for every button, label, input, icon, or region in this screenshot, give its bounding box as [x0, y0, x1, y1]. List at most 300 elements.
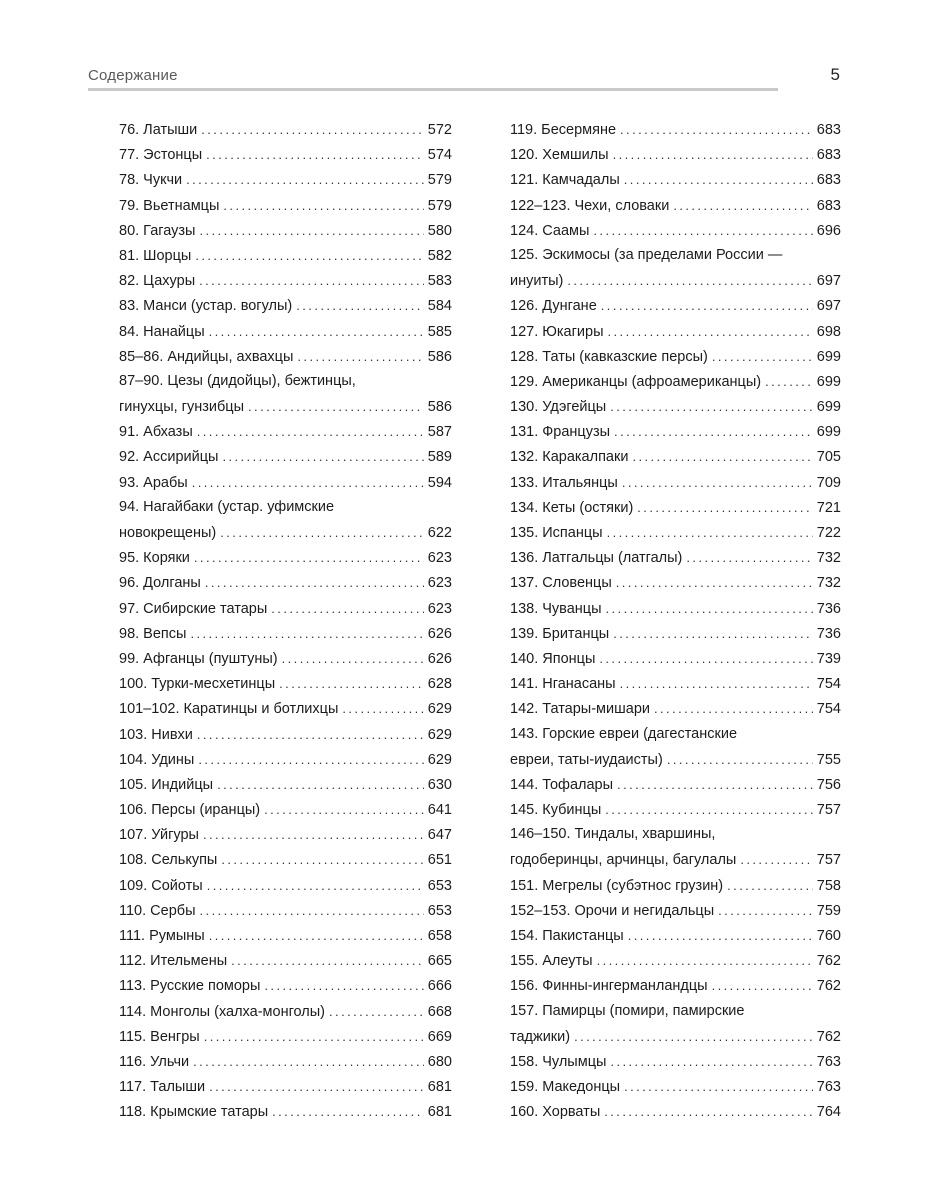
- dot-leader: [567, 268, 812, 293]
- toc-entry-title: 93. Арабы: [119, 474, 188, 491]
- toc-entry-line: [119, 243, 452, 268]
- toc-entry-line: [510, 369, 841, 394]
- toc-entry-title: 76. Латыши: [119, 122, 198, 138]
- dot-leader: [192, 470, 424, 495]
- toc-entry-title: 126. Дунгане: [510, 298, 597, 315]
- toc-entry: [510, 898, 841, 923]
- dot-leader: [718, 898, 813, 923]
- toc-entry: [119, 570, 452, 595]
- toc-entry-line: [119, 1074, 452, 1099]
- toc-entry: [119, 444, 452, 469]
- toc-entry-title: 87–90. Цезы (дидойцы), бежтинцы,: [119, 372, 356, 389]
- toc-entry-page: 680: [427, 1053, 452, 1070]
- toc-entry-page: 762: [816, 953, 841, 970]
- toc-entry-line: [510, 923, 841, 948]
- toc-entry-page: 736: [816, 625, 841, 642]
- dot-leader: [624, 167, 813, 192]
- toc-entry-page: 629: [427, 751, 452, 768]
- dot-leader: [209, 1074, 424, 1099]
- toc-entry-line: [119, 923, 452, 948]
- toc-entry-page: 629: [427, 726, 452, 743]
- toc-entry-line: [510, 495, 841, 520]
- toc-entry: [510, 1074, 841, 1099]
- toc-entry-page: 665: [427, 953, 452, 970]
- toc-entry-page: 579: [427, 172, 452, 189]
- toc-entry-title: 124. Саамы: [510, 222, 590, 239]
- toc-entry-page: 764: [816, 1104, 841, 1121]
- toc-entry: [510, 696, 841, 721]
- toc-entry-page: 762: [816, 1028, 841, 1045]
- toc-entry-page: 754: [816, 676, 841, 693]
- toc-entry-line: [119, 117, 452, 142]
- toc-entry: [510, 142, 841, 167]
- toc-entry-title: 140. Японцы: [510, 650, 596, 667]
- toc-entry: [510, 797, 841, 822]
- toc-entry: [510, 873, 841, 898]
- toc-entry: [510, 218, 841, 243]
- toc-entry: [510, 470, 841, 495]
- toc-entry: [119, 973, 452, 998]
- toc-entry: [119, 1099, 452, 1124]
- toc-entry-line: [510, 873, 841, 898]
- toc-entry: [119, 167, 452, 192]
- toc-entry-line: [510, 268, 841, 293]
- toc-entry: [119, 369, 452, 419]
- dot-leader: [608, 319, 813, 344]
- dot-leader: [279, 671, 424, 696]
- toc-column-left: [119, 117, 452, 1125]
- toc-entry-line: [510, 319, 841, 344]
- toc-entry-page: 762: [816, 978, 841, 995]
- toc-entry: [119, 193, 452, 218]
- toc-entry-line: [510, 117, 841, 142]
- toc-entry: [510, 948, 841, 973]
- dot-leader: [282, 646, 424, 671]
- toc-entry: [119, 797, 452, 822]
- toc-entry-title: 105. Индийцы: [119, 776, 214, 793]
- dot-leader: [667, 747, 813, 772]
- toc-entry-line: [119, 671, 452, 696]
- toc-entry: [510, 419, 841, 444]
- toc-entry-page: 626: [427, 625, 452, 642]
- toc-entry-line: [119, 193, 452, 218]
- toc-entry-page: 572: [427, 122, 452, 138]
- toc-entry-line: [119, 1049, 452, 1074]
- toc-entry-title: 80. Гагаузы: [119, 222, 196, 239]
- toc-entry-title: 143. Горские евреи (дагестанские: [510, 725, 738, 742]
- dot-leader: [221, 847, 423, 872]
- toc-entry: [119, 545, 452, 570]
- toc-entry-title: 111. Румыны: [119, 928, 205, 944]
- toc-entry-line: [510, 570, 841, 595]
- toc-entry: [119, 268, 452, 293]
- toc-entry: [119, 621, 452, 646]
- toc-entry-line: [510, 142, 841, 167]
- toc-entry-line: [510, 772, 841, 797]
- toc-entry-title: 137. Словенцы: [510, 575, 612, 592]
- dot-leader: [616, 570, 813, 595]
- toc-entry: [119, 419, 452, 444]
- dot-leader: [614, 419, 813, 444]
- toc-entry-line: [510, 167, 841, 192]
- toc-entry-title: 157. Памирцы (помири, памирские: [510, 1002, 745, 1019]
- toc-entry: [510, 444, 841, 469]
- dot-leader: [217, 772, 424, 797]
- toc-entry-line: [119, 822, 452, 847]
- toc-entry-title: 128. Таты (кавказские персы): [510, 348, 708, 365]
- toc-entry-page: 699: [816, 348, 841, 365]
- toc-entry-line: [510, 1099, 841, 1124]
- toc-entry-title: 141. Нганасаны: [510, 676, 616, 693]
- toc-entry: [510, 621, 841, 646]
- toc-entry-line: [119, 344, 452, 369]
- toc-entry-page: 697: [816, 298, 841, 315]
- toc-entry: [510, 545, 841, 570]
- dot-leader: [605, 797, 813, 822]
- toc-entry-title: 106. Персы (иранцы): [119, 802, 261, 819]
- page-header: [88, 62, 840, 92]
- toc-entry-title: 142. Татары-мишари: [510, 701, 650, 718]
- dot-leader: [231, 948, 424, 973]
- toc-entry: [510, 596, 841, 621]
- dot-leader: [620, 117, 813, 142]
- toc-entry-page: 697: [816, 273, 841, 290]
- toc-entry: [510, 772, 841, 797]
- toc-entry-line: [119, 369, 452, 394]
- dot-leader: [329, 999, 424, 1024]
- toc-entry: [510, 243, 841, 293]
- toc-entry-line: [119, 444, 452, 469]
- toc-entry: [119, 923, 452, 948]
- toc-entry-page: 698: [816, 323, 841, 340]
- dot-leader: [297, 344, 423, 369]
- toc-entry-page: 736: [816, 600, 841, 617]
- toc-entry: [119, 117, 452, 142]
- toc-entry-title: 154. Пакистанцы: [510, 928, 624, 944]
- dot-leader: [199, 268, 424, 293]
- toc-entry-page: 622: [427, 525, 452, 541]
- toc-entry-line: [119, 570, 452, 595]
- toc-entry: [510, 369, 841, 394]
- toc-entry-page: 653: [427, 877, 452, 894]
- toc-entry-page: 763: [816, 1079, 841, 1096]
- toc-entry-page: 732: [816, 575, 841, 592]
- dot-leader: [197, 419, 424, 444]
- header-rule: [88, 88, 778, 91]
- toc-entry: [119, 722, 452, 747]
- toc-entry-line: [119, 167, 452, 192]
- toc-entry-page: 757: [816, 852, 841, 869]
- toc-entry-line: [119, 218, 452, 243]
- toc-entry-title: 103. Нивхи: [119, 726, 193, 743]
- toc-entry-title: 151. Мегрелы (субэтнос грузин): [510, 877, 724, 894]
- toc-entry-line: [119, 419, 452, 444]
- toc-entry: [510, 999, 841, 1049]
- toc-entry-page: 580: [427, 222, 452, 239]
- toc-entry-line: [119, 696, 452, 721]
- toc-entry-title: 130. Удэгейцы: [510, 399, 607, 416]
- toc-entry: [119, 646, 452, 671]
- toc-entry-title: 132. Каракалпаки: [510, 449, 629, 466]
- dot-leader: [220, 520, 424, 545]
- toc-entry-page: 755: [816, 751, 841, 768]
- toc-entry-line: [510, 621, 841, 646]
- dot-leader: [654, 696, 813, 721]
- toc-entry-line: [510, 1074, 841, 1099]
- dot-leader: [613, 142, 813, 167]
- toc-entry-title: гинухцы, гунзибцы: [119, 399, 245, 416]
- toc-entry: [510, 973, 841, 998]
- toc-entry-title: 121. Камчадалы: [510, 172, 620, 189]
- toc-entry-title: 77. Эстонцы: [119, 147, 203, 164]
- toc-entry-title: 135. Испанцы: [510, 525, 603, 541]
- toc-entry-page: 760: [816, 928, 841, 944]
- toc-entry-title: 98. Вепсы: [119, 625, 187, 642]
- toc-entry: [119, 470, 452, 495]
- toc-entry-title: таджики): [510, 1028, 571, 1045]
- toc-entry-page: 705: [816, 449, 841, 466]
- toc-entry-line: [510, 596, 841, 621]
- toc-entry-title: 112. Ительмены: [119, 953, 228, 970]
- toc-entry: [510, 646, 841, 671]
- toc-entry-title: 84. Нанайцы: [119, 323, 205, 340]
- toc-entry-page: 754: [816, 701, 841, 718]
- toc-entry-page: 699: [816, 373, 841, 390]
- toc-entry-title: 83. Манси (устар. вогулы): [119, 298, 293, 315]
- toc-entry-title: 110. Сербы: [119, 902, 196, 919]
- toc-entry-title: 127. Юкагиры: [510, 323, 604, 340]
- toc-entry: [119, 948, 452, 973]
- toc-entry-page: 582: [427, 247, 452, 264]
- toc-entry-line: [510, 822, 841, 847]
- dot-leader: [599, 646, 812, 671]
- toc-entry-line: [510, 470, 841, 495]
- dot-leader: [207, 873, 424, 898]
- dot-leader: [593, 218, 812, 243]
- toc-entry: [510, 520, 841, 545]
- toc-entry-page: 586: [427, 348, 452, 365]
- toc-entry: [119, 847, 452, 872]
- toc-entry-page: 756: [816, 776, 841, 793]
- dot-leader: [632, 444, 812, 469]
- toc-entry-page: 683: [816, 147, 841, 164]
- dot-leader: [209, 319, 424, 344]
- toc-entry-line: [510, 193, 841, 218]
- toc-entry-title: 100. Турки-месхетинцы: [119, 676, 276, 693]
- toc-entry-title: 107. Уйгуры: [119, 827, 199, 844]
- dot-leader: [198, 747, 423, 772]
- dot-leader: [272, 1099, 424, 1124]
- dot-leader: [264, 973, 423, 998]
- dot-leader: [271, 596, 424, 621]
- toc-entry-title: 118. Крымские татары: [119, 1104, 269, 1121]
- toc-entry-title: 136. Латгальцы (латгалы): [510, 550, 683, 567]
- dot-leader: [601, 293, 813, 318]
- toc-entry-title: 104. Удины: [119, 751, 195, 768]
- toc-entry-line: [119, 293, 452, 318]
- toc-entry: [119, 142, 452, 167]
- dot-leader: [200, 898, 424, 923]
- dot-leader: [190, 621, 423, 646]
- toc-column-right: [510, 117, 841, 1125]
- toc-entry: [119, 873, 452, 898]
- toc-entry: [510, 822, 841, 872]
- dot-leader: [197, 722, 424, 747]
- toc-entry-page: 647: [427, 827, 452, 844]
- dot-leader: [607, 520, 813, 545]
- toc-entry-title: 78. Чукчи: [119, 172, 183, 189]
- toc-entry-line: [510, 747, 841, 772]
- toc-entry-line: [119, 999, 452, 1024]
- toc-entry: [510, 722, 841, 772]
- toc-entry-page: 732: [816, 550, 841, 567]
- dot-leader: [727, 873, 813, 898]
- toc-entry-page: 583: [427, 273, 452, 290]
- toc-entry-line: [119, 596, 452, 621]
- toc-entry: [119, 344, 452, 369]
- toc-entry: [119, 319, 452, 344]
- toc-entry: [510, 193, 841, 218]
- toc-entry-page: 629: [427, 701, 452, 718]
- toc-entry-line: [119, 873, 452, 898]
- toc-entry-page: 585: [427, 323, 452, 340]
- toc-entry: [510, 167, 841, 192]
- toc-entry-title: 114. Монголы (халха-монголы): [119, 1003, 326, 1020]
- dot-leader: [606, 596, 813, 621]
- toc-entry-title: 129. Американцы (афроамериканцы): [510, 373, 762, 390]
- toc-entry-title: 96. Долганы: [119, 575, 201, 592]
- toc-entry-page: 626: [427, 650, 452, 667]
- toc-entry-page: 721: [816, 499, 841, 516]
- dot-leader: [296, 293, 424, 318]
- page-number: 5: [830, 65, 840, 84]
- dot-leader: [624, 1074, 813, 1099]
- toc-entry-line: [510, 1049, 841, 1074]
- toc-entry-page: 628: [427, 676, 452, 693]
- toc-entry-page: 623: [427, 575, 452, 592]
- toc-entry-title: 145. Кубинцы: [510, 802, 602, 819]
- toc-entry-page: 594: [427, 474, 452, 491]
- toc-entry-line: [510, 344, 841, 369]
- dot-leader: [617, 772, 813, 797]
- toc-entry-line: [119, 847, 452, 872]
- toc-entry-page: 668: [427, 1003, 452, 1020]
- toc-entry-page: 699: [816, 399, 841, 416]
- toc-entry-line: [119, 797, 452, 822]
- toc-entry: [119, 671, 452, 696]
- toc-entry: [510, 117, 841, 142]
- toc-entry: [510, 394, 841, 419]
- dot-leader: [223, 193, 423, 218]
- toc-entry-page: 623: [427, 600, 452, 617]
- toc-entry-title: 91. Абхазы: [119, 424, 193, 441]
- toc-entry-line: [510, 293, 841, 318]
- toc-entry-title: 113. Русские поморы: [119, 978, 261, 995]
- toc-entry-title: 95. Коряки: [119, 550, 190, 567]
- dot-leader: [342, 696, 423, 721]
- toc-entry-page: 739: [816, 650, 841, 667]
- toc-entry-line: [510, 545, 841, 570]
- toc-entry: [510, 671, 841, 696]
- toc-entry-page: 669: [427, 1028, 452, 1045]
- toc-entry-line: [510, 671, 841, 696]
- toc-entry-title: 116. Ульчи: [119, 1053, 190, 1070]
- toc-entry-title: 115. Венгры: [119, 1028, 200, 1045]
- toc-entry-line: [119, 722, 452, 747]
- toc-entry-page: 623: [427, 550, 452, 567]
- dot-leader: [194, 545, 424, 570]
- toc-entry-line: [510, 520, 841, 545]
- toc-entry-title: 99. Афганцы (пуштуны): [119, 650, 278, 667]
- dot-leader: [209, 923, 424, 948]
- toc-entry-line: [510, 722, 841, 747]
- toc-entry-page: 683: [816, 172, 841, 189]
- toc-entry-line: [119, 520, 452, 545]
- toc-entry: [119, 696, 452, 721]
- toc-entry: [510, 495, 841, 520]
- toc-entry-title: 119. Бесермяне: [510, 122, 617, 138]
- dot-leader: [673, 193, 812, 218]
- toc-entry-line: [119, 646, 452, 671]
- toc-entry-page: 651: [427, 852, 452, 869]
- toc-entry-page: 584: [427, 298, 452, 315]
- dot-leader: [597, 948, 813, 973]
- toc-entry-line: [510, 999, 841, 1024]
- toc-entry: [119, 1049, 452, 1074]
- toc-entry: [119, 218, 452, 243]
- toc-entry: [119, 596, 452, 621]
- toc-entry-line: [510, 646, 841, 671]
- toc-entry-title: 144. Тофалары: [510, 776, 614, 793]
- toc-entry-page: 587: [427, 424, 452, 441]
- toc-entry-title: 122–123. Чехи, словаки: [510, 197, 670, 214]
- toc-entry: [510, 1099, 841, 1124]
- toc-entry-page: 759: [816, 902, 841, 919]
- toc-entry: [119, 1024, 452, 1049]
- dot-leader: [613, 621, 813, 646]
- toc-entry-title: 134. Кеты (остяки): [510, 499, 634, 516]
- dot-leader: [628, 923, 813, 948]
- toc-entry-title: евреи, таты-иудаисты): [510, 751, 663, 768]
- toc-entry-page: 658: [427, 928, 452, 944]
- toc-entry-line: [119, 772, 452, 797]
- toc-entry-line: [510, 696, 841, 721]
- toc-entry-title: 159. Македонцы: [510, 1079, 621, 1096]
- toc-entry-line: [119, 470, 452, 495]
- dot-leader: [205, 570, 424, 595]
- dot-leader: [574, 1024, 813, 1049]
- running-header-title: Содержание: [88, 67, 178, 84]
- dot-leader: [765, 369, 813, 394]
- toc-entry-line: [510, 973, 841, 998]
- toc-entry-title: 152–153. Орочи и негидальцы: [510, 902, 715, 919]
- toc-entry-title: 82. Цахуры: [119, 273, 196, 290]
- toc-entry-title: 101–102. Каратинцы и ботлихцы: [119, 701, 339, 718]
- toc-entry: [119, 772, 452, 797]
- toc-entry-title: 81. Шорцы: [119, 247, 192, 264]
- toc-entry-line: [510, 444, 841, 469]
- toc-entry-page: 579: [427, 197, 452, 214]
- toc-entry: [510, 293, 841, 318]
- toc-entry-line: [119, 142, 452, 167]
- toc-entry-title: 120. Хемшилы: [510, 147, 609, 164]
- toc-entry: [119, 898, 452, 923]
- toc-entry-line: [510, 898, 841, 923]
- toc-entry-line: [119, 319, 452, 344]
- toc-entry-page: 630: [427, 776, 452, 793]
- toc-entry-title: 85–86. Андийцы, ахвахцы: [119, 348, 294, 365]
- toc-entry-page: 683: [816, 197, 841, 214]
